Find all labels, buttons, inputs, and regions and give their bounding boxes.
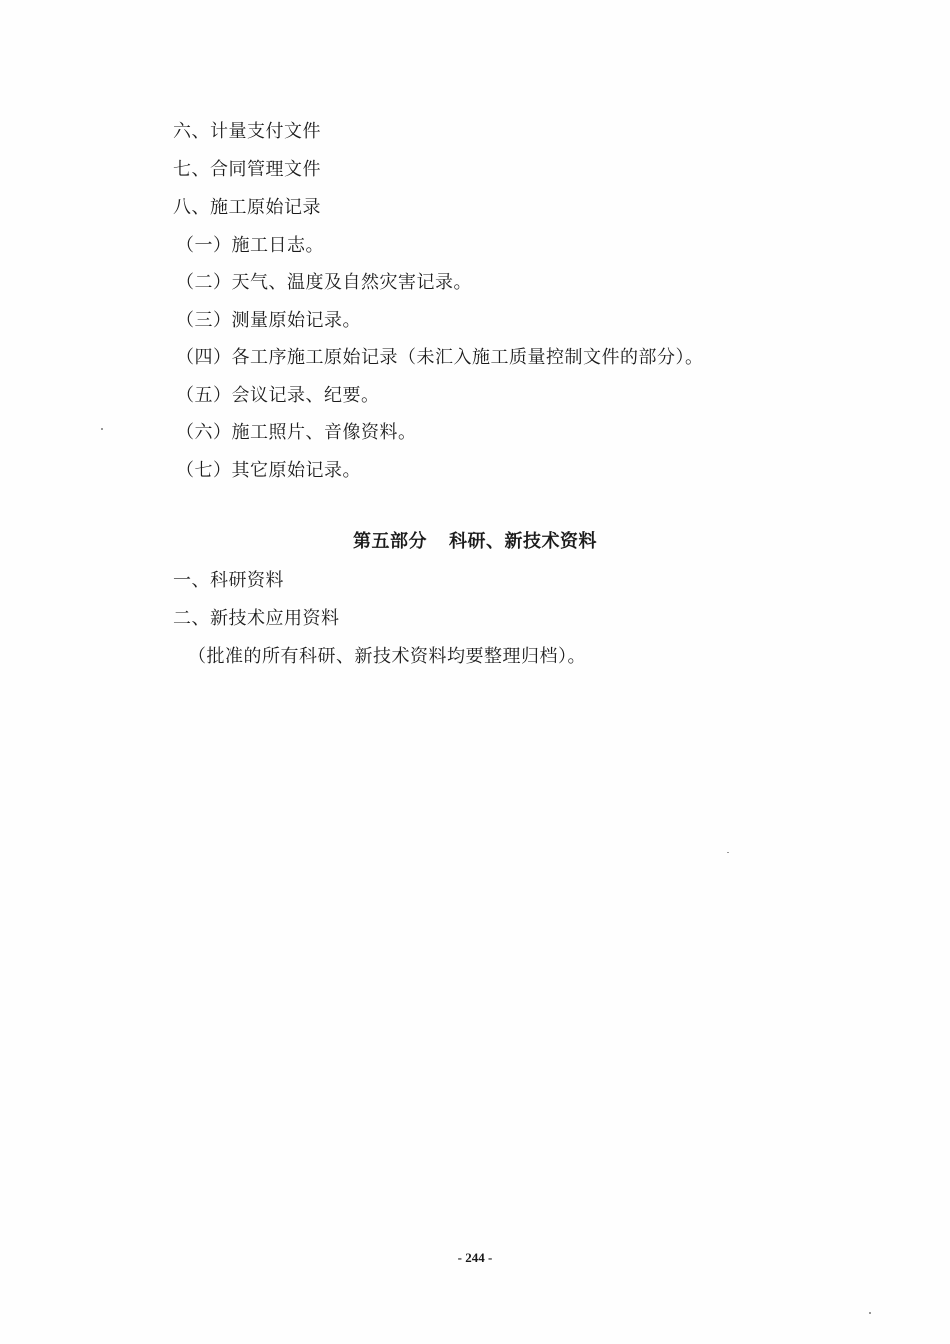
sub-item-photos-media: （六）施工照片、音像资料。 bbox=[176, 422, 417, 443]
sub-item-process-records: （四）各工序施工原始记录（未汇入施工质量控制文件的部分）。 bbox=[176, 347, 704, 368]
sub-item-survey-records: （三）测量原始记录。 bbox=[176, 310, 361, 331]
list-item-measurement-payment: 六、计量支付文件 bbox=[173, 121, 321, 142]
section-heading bbox=[0, 530, 950, 554]
sub-item-meeting-minutes: （五）会议记录、纪要。 bbox=[176, 385, 380, 406]
sub-item-construction-log: （一）施工日志。 bbox=[176, 235, 324, 256]
list-item-research: 一、科研资料 bbox=[173, 570, 284, 591]
scan-speck bbox=[869, 1312, 871, 1314]
scan-speck bbox=[727, 852, 729, 853]
page-number: - 244 - bbox=[457, 1250, 493, 1265]
section-note: （批准的所有科研、新技术资料均要整理归档）。 bbox=[188, 646, 586, 667]
list-item-contract-management: 七、合同管理文件 bbox=[173, 159, 321, 180]
scan-speck bbox=[101, 428, 103, 430]
section-heading-part: 第五部分 bbox=[353, 531, 427, 552]
sub-item-other-records: （七）其它原始记录。 bbox=[176, 460, 361, 481]
list-item-new-technology: 二、新技术应用资料 bbox=[173, 608, 340, 629]
sub-item-weather-records: （二）天气、温度及自然灾害记录。 bbox=[176, 272, 472, 293]
section-heading-title: 科研、新技术资料 bbox=[449, 531, 597, 552]
list-item-construction-records: 八、施工原始记录 bbox=[173, 197, 321, 218]
